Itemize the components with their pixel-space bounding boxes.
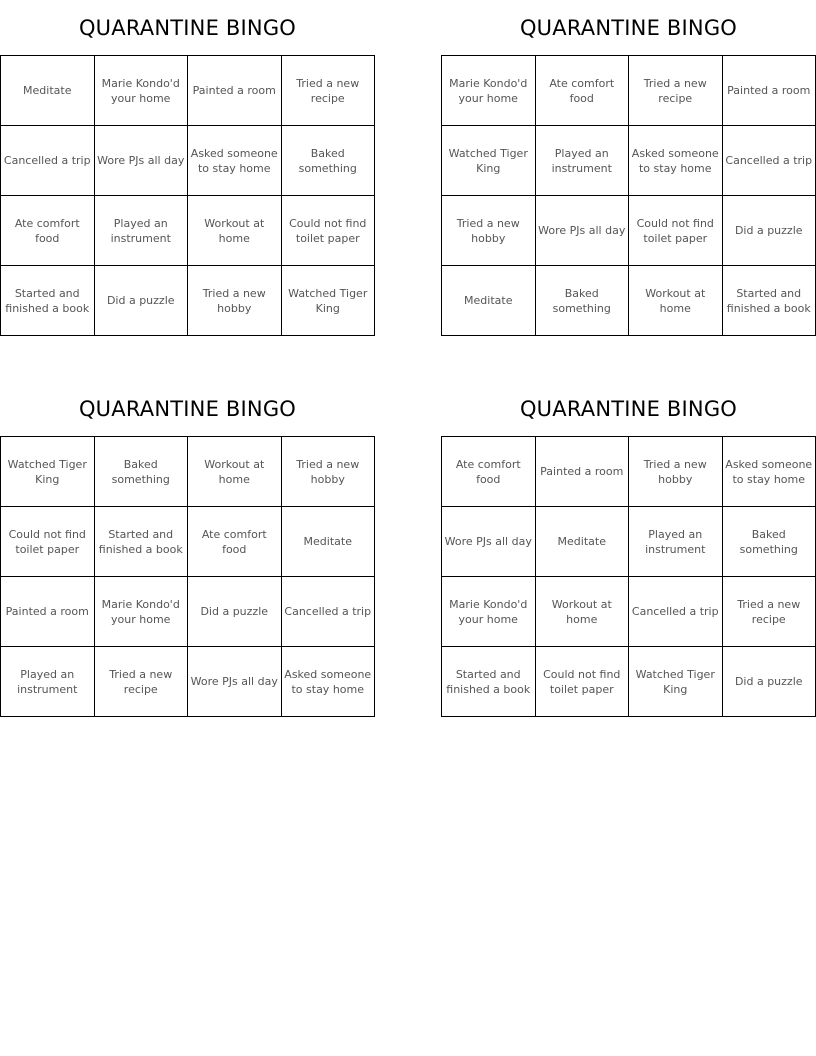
bingo-cell: Played an instrument xyxy=(629,507,723,577)
bingo-cell: Marie Kondo'd your home xyxy=(95,577,189,647)
bingo-grid xyxy=(0,436,375,717)
bingo-cell: Asked someone to stay home xyxy=(188,126,282,196)
bingo-cell: Tried a new recipe xyxy=(629,56,723,126)
bingo-cell: Painted a room xyxy=(188,56,282,126)
bingo-cell: Played an instrument xyxy=(536,126,630,196)
bingo-cell: Meditate xyxy=(1,56,95,126)
bingo-cell: Tried a new hobby xyxy=(282,437,376,507)
bingo-cell: Tried a new recipe xyxy=(95,647,189,717)
bingo-cell: Painted a room xyxy=(723,56,816,126)
bingo-cell: Workout at home xyxy=(188,437,282,507)
bingo-cell: Meditate xyxy=(536,507,630,577)
bingo-cell: Wore PJs all day xyxy=(95,126,189,196)
bingo-cell: Did a puzzle xyxy=(95,266,189,336)
bingo-cell: Watched Tiger King xyxy=(629,647,723,717)
bingo-cell: Cancelled a trip xyxy=(723,126,816,196)
bingo-grid xyxy=(441,55,816,336)
bingo-cell: Painted a room xyxy=(1,577,95,647)
bingo-cell: Tried a new hobby xyxy=(629,437,723,507)
card-title: QUARANTINE BINGO xyxy=(78,397,297,421)
bingo-cell: Started and finished a book xyxy=(442,647,536,717)
bingo-cell: Started and finished a book xyxy=(1,266,95,336)
bingo-cell: Workout at home xyxy=(629,266,723,336)
bingo-grid xyxy=(0,55,375,336)
bingo-cell: Played an instrument xyxy=(1,647,95,717)
bingo-cell: Baked something xyxy=(95,437,189,507)
bingo-grid xyxy=(441,436,816,717)
bingo-cell: Tried a new hobby xyxy=(442,196,536,266)
bingo-cell: Cancelled a trip xyxy=(1,126,95,196)
bingo-cell: Baked something xyxy=(723,507,816,577)
bingo-cell: Started and finished a book xyxy=(723,266,816,336)
bingo-cell: Wore PJs all day xyxy=(188,647,282,717)
bingo-cell: Did a puzzle xyxy=(188,577,282,647)
bingo-cell: Ate comfort food xyxy=(1,196,95,266)
bingo-cell: Could not find toilet paper xyxy=(282,196,376,266)
bingo-cell: Could not find toilet paper xyxy=(629,196,723,266)
bingo-cell: Wore PJs all day xyxy=(442,507,536,577)
bingo-cell: Painted a room xyxy=(536,437,630,507)
bingo-cell: Started and finished a book xyxy=(95,507,189,577)
bingo-card-4 xyxy=(441,393,816,696)
bingo-cell: Watched Tiger King xyxy=(442,126,536,196)
bingo-cell: Could not find toilet paper xyxy=(536,647,630,717)
bingo-cell: Ate comfort food xyxy=(536,56,630,126)
bingo-cell: Tried a new hobby xyxy=(188,266,282,336)
bingo-cell: Ate comfort food xyxy=(442,437,536,507)
bingo-cell: Tried a new recipe xyxy=(723,577,816,647)
bingo-cell: Workout at home xyxy=(536,577,630,647)
bingo-cell: Marie Kondo'd your home xyxy=(442,577,536,647)
bingo-cell: Watched Tiger King xyxy=(282,266,376,336)
bingo-cell: Did a puzzle xyxy=(723,647,816,717)
bingo-cell: Ate comfort food xyxy=(188,507,282,577)
bingo-cell: Played an instrument xyxy=(95,196,189,266)
bingo-cell: Could not find toilet paper xyxy=(1,507,95,577)
bingo-cell: Meditate xyxy=(282,507,376,577)
card-title: QUARANTINE BINGO xyxy=(519,16,738,40)
bingo-cell: Marie Kondo'd your home xyxy=(95,56,189,126)
bingo-cell: Marie Kondo'd your home xyxy=(442,56,536,126)
bingo-cell: Cancelled a trip xyxy=(282,577,376,647)
bingo-card-3 xyxy=(0,393,375,696)
bingo-cell: Asked someone to stay home xyxy=(282,647,376,717)
bingo-cell: Tried a new recipe xyxy=(282,56,376,126)
card-title: QUARANTINE BINGO xyxy=(519,397,738,421)
bingo-cell: Baked something xyxy=(282,126,376,196)
bingo-card-1 xyxy=(0,12,375,315)
bingo-cell: Did a puzzle xyxy=(723,196,816,266)
bingo-cell: Wore PJs all day xyxy=(536,196,630,266)
card-title: QUARANTINE BINGO xyxy=(78,16,297,40)
bingo-cell: Meditate xyxy=(442,266,536,336)
bingo-cell: Workout at home xyxy=(188,196,282,266)
bingo-card-2 xyxy=(441,12,816,315)
bingo-cell: Asked someone to stay home xyxy=(723,437,816,507)
bingo-cell: Asked someone to stay home xyxy=(629,126,723,196)
bingo-cell: Watched Tiger King xyxy=(1,437,95,507)
bingo-cell: Cancelled a trip xyxy=(629,577,723,647)
bingo-cell: Baked something xyxy=(536,266,630,336)
